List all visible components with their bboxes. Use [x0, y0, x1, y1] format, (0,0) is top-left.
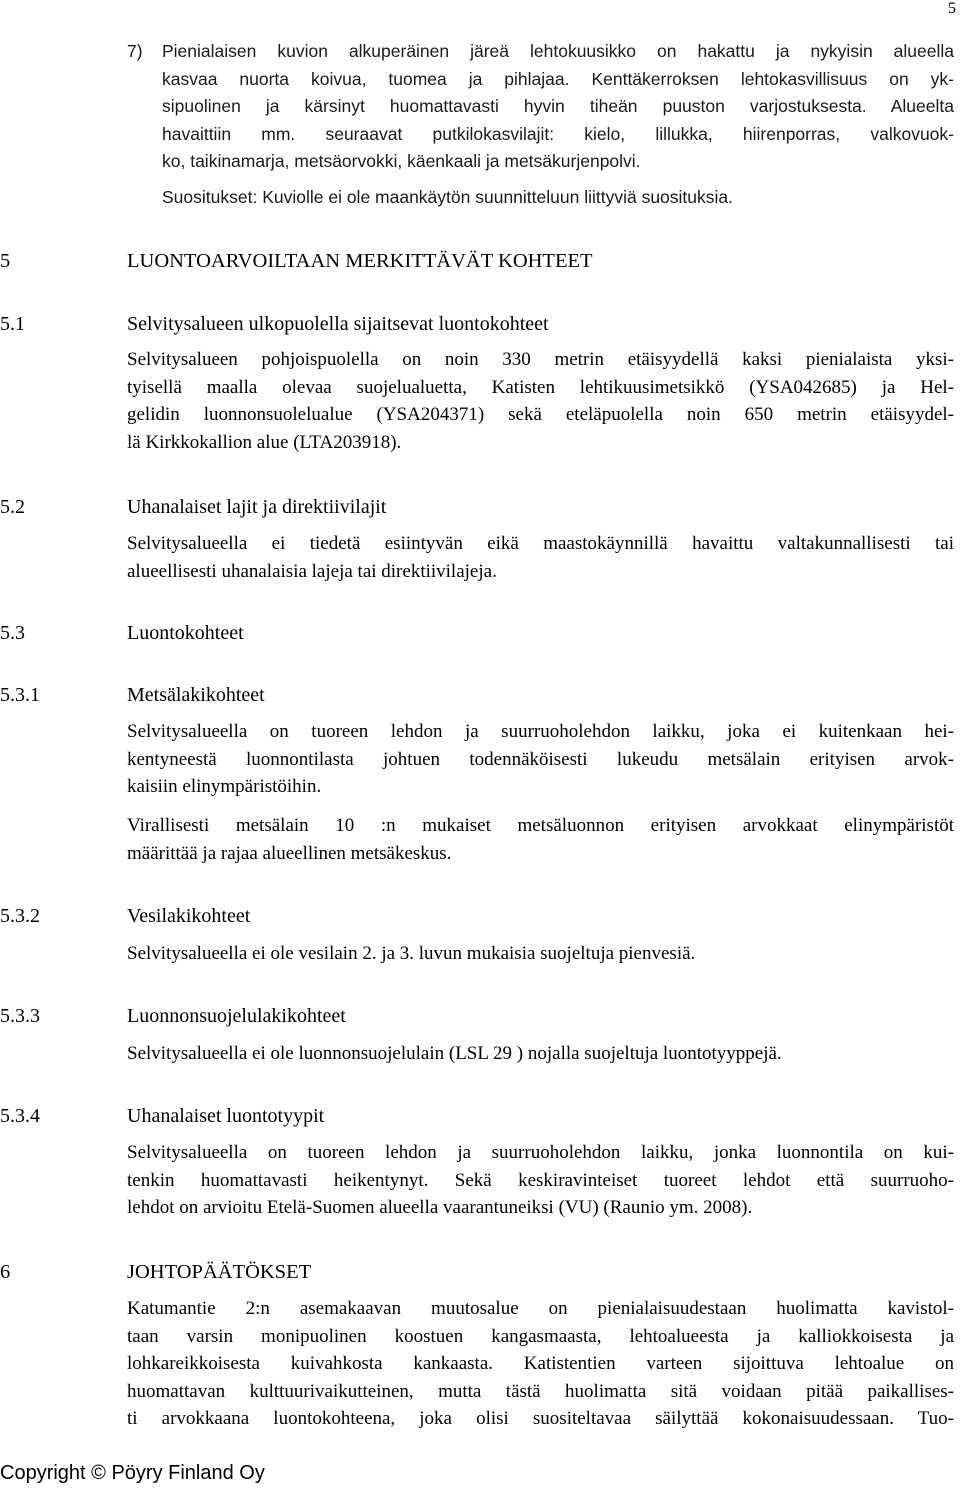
text-line: taan varsin monipuolinen koostuen kangasmaasta, lehtoalueesta ja kalliokkoisesta ja — [127, 1325, 954, 1347]
page-number: 5 — [948, 0, 956, 17]
section-title: Uhanalaiset luontotyypit — [127, 1105, 325, 1127]
copyright-footer: Copyright © Pöyry Finland Oy — [0, 1462, 265, 1484]
section-number: 5.3.3 — [0, 1005, 40, 1027]
section-number: 5.3 — [0, 622, 25, 644]
section-number: 5.3.2 — [0, 905, 40, 927]
text-line: määrittää ja rajaa alueellinen metsäkeskus. — [127, 842, 452, 864]
section-5-3-1-paragraph-1 — [127, 718, 954, 801]
section-number: 5 — [0, 250, 11, 272]
section-title: LUONTOARVOILTAAN MERKITTÄVÄT KOHTEET — [127, 250, 593, 272]
text-line: havaittiin mm. seuraavat putkilokasvilajit: kielo, lillukka, hiirenporras, valkovuok- — [162, 123, 954, 144]
text-line: Selvitysalueella on tuoreen lehdon ja suurruoholehdon laikku, joka ei kuitenkaan hei- — [127, 721, 954, 742]
section-title: Luontokohteet — [127, 622, 244, 644]
text-line: Pienialaisen kuvion alkuperäinen järeä lehtokuusikko on hakattu ja nykyisin alueella — [162, 41, 954, 61]
text-line: Katumantie 2:n asemakaavan muutosalue on pienialaisuudestaan huolimatta kavistol- — [127, 1298, 954, 1319]
text-line: Selvitysalueella ei tiedetä esiintyvän eikä maastokäynnillä havaittu valtakunnallisesti tai — [127, 533, 954, 554]
text-line: kentyneestä luonnontilasta johtuen todennäköisesti lukeudu metsälain erityisen arvok- — [127, 748, 954, 770]
text-line: kasvaa nuorta koivua, tuomea ja pihlajaa. Kenttäkerroksen lehtokasvillisuus on yk- — [162, 68, 954, 89]
text-line: Selvitysalueen pohjoispuolella on noin 330 metrin etäisyydellä kaksi pienialaista yksi- — [127, 349, 954, 370]
text-line: lä Kirkkokallion alue (LTA203918). — [127, 431, 402, 453]
section-title: Metsälakikohteet — [127, 684, 265, 706]
item-7-text — [162, 38, 954, 176]
section-5-3-3-paragraph: Selvitysalueella ei ole luonnonsuojelulain (LSL 29 ) nojalla suojeltuja luontotyyppejä. — [127, 1043, 782, 1064]
item-number: 7) — [127, 41, 143, 61]
text-line: alueellisesti uhanalaisia lajeja tai direktiivilajeja. — [127, 560, 497, 582]
text-line: lohkareikkoisesta kuivahkosta kankaasta. Katistentien varteen sijoittuva lehtoalue on — [127, 1353, 954, 1374]
section-5-1-paragraph — [127, 346, 954, 456]
section-title: Selvitysalueen ulkopuolella sijaitsevat luontokohteet — [127, 313, 549, 335]
text-line: gelidin luonnonsuolelualue (YSA204371) sekä eteläpuolella noin 650 metrin etäisyydel- — [127, 404, 954, 425]
section-5-3-2-paragraph: Selvitysalueella ei ole vesilain 2. ja 3. luvun mukaisia suojeltuja pienvesiä. — [127, 943, 696, 964]
section-title: JOHTOPÄÄTÖKSET — [127, 1261, 312, 1283]
text-line: sipuolinen ja kärsinyt huomattavasti hyvin tiheän puuston varjostuksesta. Alueelta — [162, 96, 954, 117]
section-5-3-4-paragraph — [127, 1139, 954, 1222]
text-line: kaisiin elinympäristöihin. — [127, 776, 322, 797]
text-line: lehdot on arvioitu Etelä-Suomen alueella vaarantuneiksi (VU) (Raunio ym. 2008). — [127, 1197, 753, 1218]
section-number: 5.3.1 — [0, 684, 40, 706]
section-number: 5.1 — [0, 313, 25, 335]
recommendation-text: Suositukset: Kuviolle ei ole maankäytön suunnitteluun liittyviä suosituksia. — [162, 187, 734, 207]
section-5-2-paragraph — [127, 530, 954, 585]
text-line: ti arvokkaana luontokohteena, joka olisi suositeltavaa säilyttää kokonaisuudessaan. Tuo- — [127, 1408, 954, 1429]
section-6-paragraph — [127, 1295, 954, 1433]
section-title: Uhanalaiset lajit ja direktiivilajit — [127, 496, 387, 518]
section-5-3-1-paragraph-2 — [127, 812, 954, 867]
text-line: tyisellä maalla olevaa suojelualuetta, Katisten lehtikuusimetsikkö (YSA042685) ja Hel- — [127, 376, 954, 398]
section-number: 6 — [0, 1261, 11, 1283]
text-line: tenkin huomattavasti heikentynyt. Sekä keskiravinteiset tuoreet lehdot että suurruoho- — [127, 1169, 954, 1191]
section-title: Vesilakikohteet — [127, 905, 251, 927]
text-line: Selvitysalueella on tuoreen lehdon ja suurruoholehdon laikku, jonka luonnontila on kui- — [127, 1142, 954, 1163]
text-line: huomattavan kulttuurivaikutteinen, mutta tästä huolimatta sitä voidaan pitää paikallises- — [127, 1380, 954, 1402]
section-number: 5.3.4 — [0, 1105, 40, 1127]
text-line: ko, taikinamarja, metsäorvokki, käenkaali ja metsäkurjenpolvi. — [162, 151, 641, 172]
section-title: Luonnonsuojelulakikohteet — [127, 1005, 346, 1027]
section-number: 5.2 — [0, 496, 25, 518]
text-line: Virallisesti metsälain 10 :n mukaiset metsäluonnon erityisen arvokkaat elinympäristöt — [127, 815, 954, 836]
